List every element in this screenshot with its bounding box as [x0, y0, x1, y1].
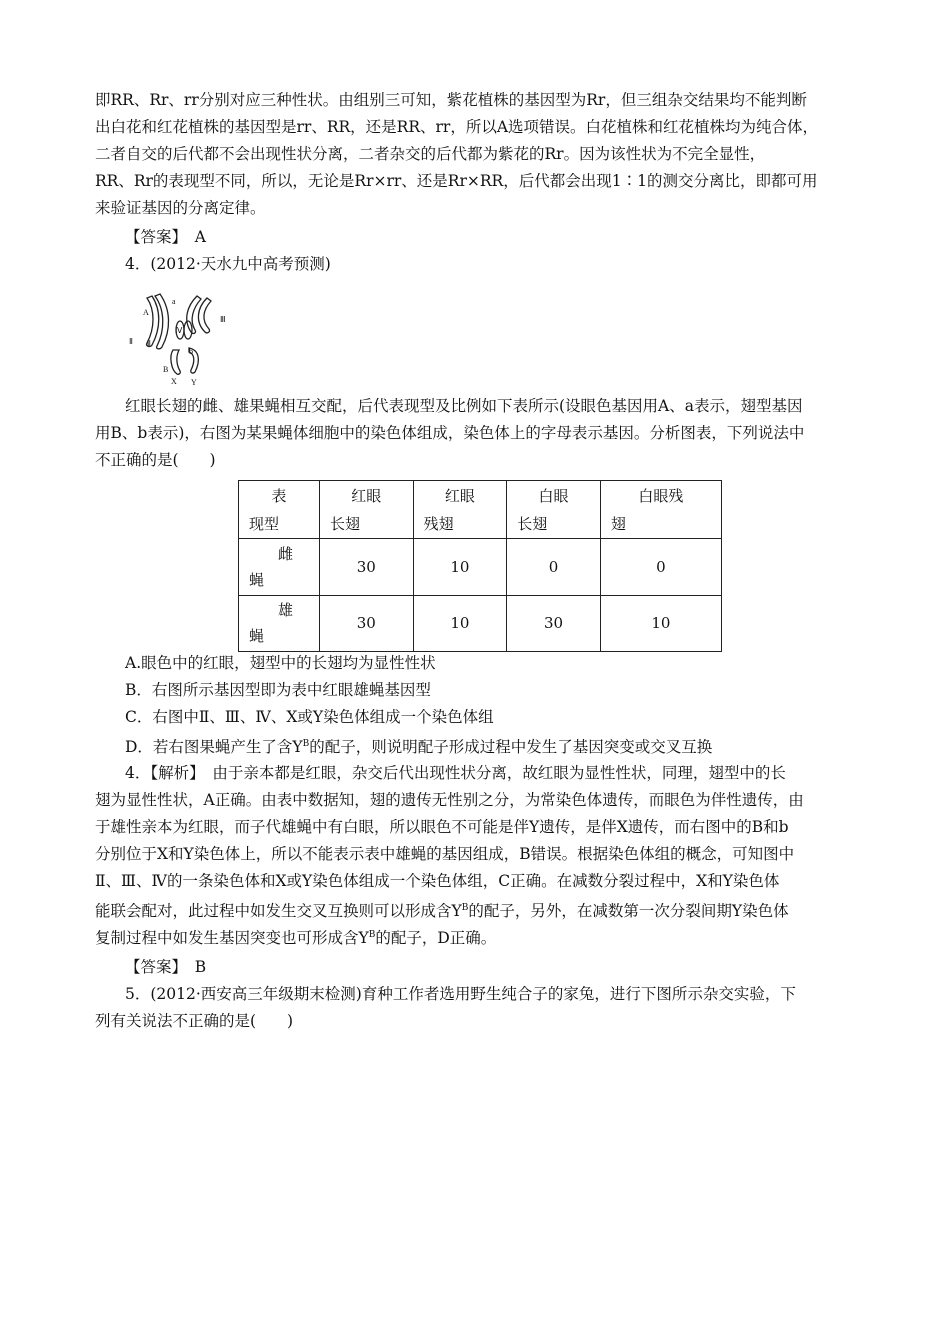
- table-header-cell: 表 现型: [239, 481, 320, 539]
- option-b: B．右图所示基因型即为表中红眼雄蝇基因型: [125, 681, 431, 699]
- question-stem-line: 列有关说法不正确的是( ): [95, 1012, 294, 1030]
- chromosome-III-right: [198, 298, 211, 333]
- table-header-cell: 白眼 长翅: [507, 481, 601, 539]
- table-cell: 30: [320, 539, 414, 596]
- table-header-row: [239, 481, 722, 539]
- gene-label-A: A: [143, 308, 149, 317]
- table-header-cell: 红眼 残翅: [413, 481, 507, 539]
- chromosome-label-II-left: Ⅱ: [129, 337, 133, 346]
- table-cell: 10: [600, 595, 721, 652]
- answer-line: 【答案】 A: [125, 228, 206, 246]
- table-cell: 30: [320, 595, 414, 652]
- chromosome-X: [171, 350, 180, 374]
- chromosome-label-II-right: Ⅱ: [147, 339, 151, 348]
- answer-line: 【答案】 B: [125, 958, 207, 976]
- table-row-label: 雄 蝇: [239, 595, 320, 652]
- table-header-cell: 红眼 长翅: [320, 481, 414, 539]
- chromosome-II-right: [155, 294, 169, 349]
- paragraph-line: 出白花和红花植株的基因型是rr、RR，还是RR、rr，所以A选项错误。白花植株和红花植株均为纯合体，: [95, 118, 819, 136]
- option-a: A.眼色中的红眼，翅型中的长翅均为显性性状: [125, 654, 436, 672]
- option-c: C．右图中Ⅱ、Ⅲ、Ⅳ、X或Y染色体组成一个染色体组: [125, 708, 494, 726]
- table-header-cell: 白眼残 翅: [600, 481, 721, 539]
- phenotype-table: [238, 480, 722, 652]
- gene-label-B: B: [163, 365, 169, 374]
- table-row-label: 雌 蝇: [239, 539, 320, 596]
- table-cell: 0: [600, 539, 721, 596]
- analysis-line: 能联会配对，此过程中如发生交叉互换则可以形成含$Y^B$的配子，另外，在减数第一次分裂间期Y染色体: [95, 902, 789, 921]
- paragraph-line: 来验证基因的分离定律。: [95, 199, 266, 217]
- question-stem-line: 不正确的是( ): [95, 451, 216, 469]
- table-row: [239, 539, 722, 596]
- gene-label-a: a: [172, 297, 176, 306]
- chromosome-figure: [125, 288, 237, 388]
- paragraph-line: 即RR、Rr、rr分别对应三种性状。由组别三可知，紫花植株的基因型为Rr，但三组杂交结果均不能判断: [95, 91, 807, 109]
- option-d: D．若右图果蝇产生了含$Y^B$的配子，则说明配子形成过程中发生了基因突变或交叉互换: [125, 738, 713, 757]
- question-stem-line: 用B、b表示)，右图为某果蝇体细胞中的染色体组成，染色体上的字母表示基因。分析图表，下列说法中: [95, 424, 805, 442]
- table-cell: 10: [413, 539, 507, 596]
- question-stem-line: 5．(2012·西安高三年级期末检测)育种工作者选用野生纯合子的家兔，进行下图所示杂交实验，下: [125, 985, 796, 1003]
- paragraph-line: RR、Rr的表现型不同，所以，无论是Rr×rr、还是Rr×RR，后代都会出现1∶1的测交分离比，即都可用: [95, 172, 818, 190]
- paragraph-line: 二者自交的后代都不会出现性状分离，二者杂交的后代都为紫花的Rr。因为该性状为不完全显性，: [95, 145, 766, 163]
- gene-label-b: b: [189, 347, 193, 356]
- chromosome-label-Y: Y: [191, 378, 197, 387]
- table-cell: 30: [507, 595, 601, 652]
- table-row: [239, 595, 722, 652]
- analysis-line: 翅为显性性状，A正确。由表中数据知，翅的遗传无性别之分，为常染色体遗传，而眼色为伴性遗传，由: [95, 791, 804, 809]
- chromosome-label-IV: Ⅳ: [175, 326, 183, 335]
- analysis-line: 复制过程中如发生基因突变也可形成含$Y^B$的配子，D正确。: [95, 929, 497, 948]
- question-title: 4．(2012·天水九中高考预测): [125, 255, 331, 273]
- analysis-line: Ⅱ、Ⅲ、Ⅳ的一条染色体和X或Y染色体组成一个染色体组，C正确。在减数分裂过程中，X和Y染色体: [95, 872, 780, 890]
- analysis-line: 于雄性亲本为红眼，而子代雄蝇中有白眼，所以眼色不可能是伴Y遗传，是伴X遗传，而右图中的B和b: [95, 818, 789, 836]
- question-stem-line: 红眼长翅的雌、雄果蝇相互交配，后代表现型及比例如下表所示(设眼色基因用A、a表示，翅型基因: [125, 397, 803, 415]
- table-cell: 10: [413, 595, 507, 652]
- analysis-line: 4．【解析】 由于亲本都是红眼，杂交后代出现性状分离，故红眼为显性性状，同理，翅型中的长: [125, 764, 786, 782]
- table-cell: 0: [507, 539, 601, 596]
- chromosome-label-III: Ⅲ: [220, 315, 226, 324]
- analysis-line: 分别位于X和Y染色体上，所以不能表示表中雄蝇的基因组成，B错误。根据染色体组的概念，可知图中: [95, 845, 795, 863]
- chromosome-label-X: X: [171, 377, 177, 386]
